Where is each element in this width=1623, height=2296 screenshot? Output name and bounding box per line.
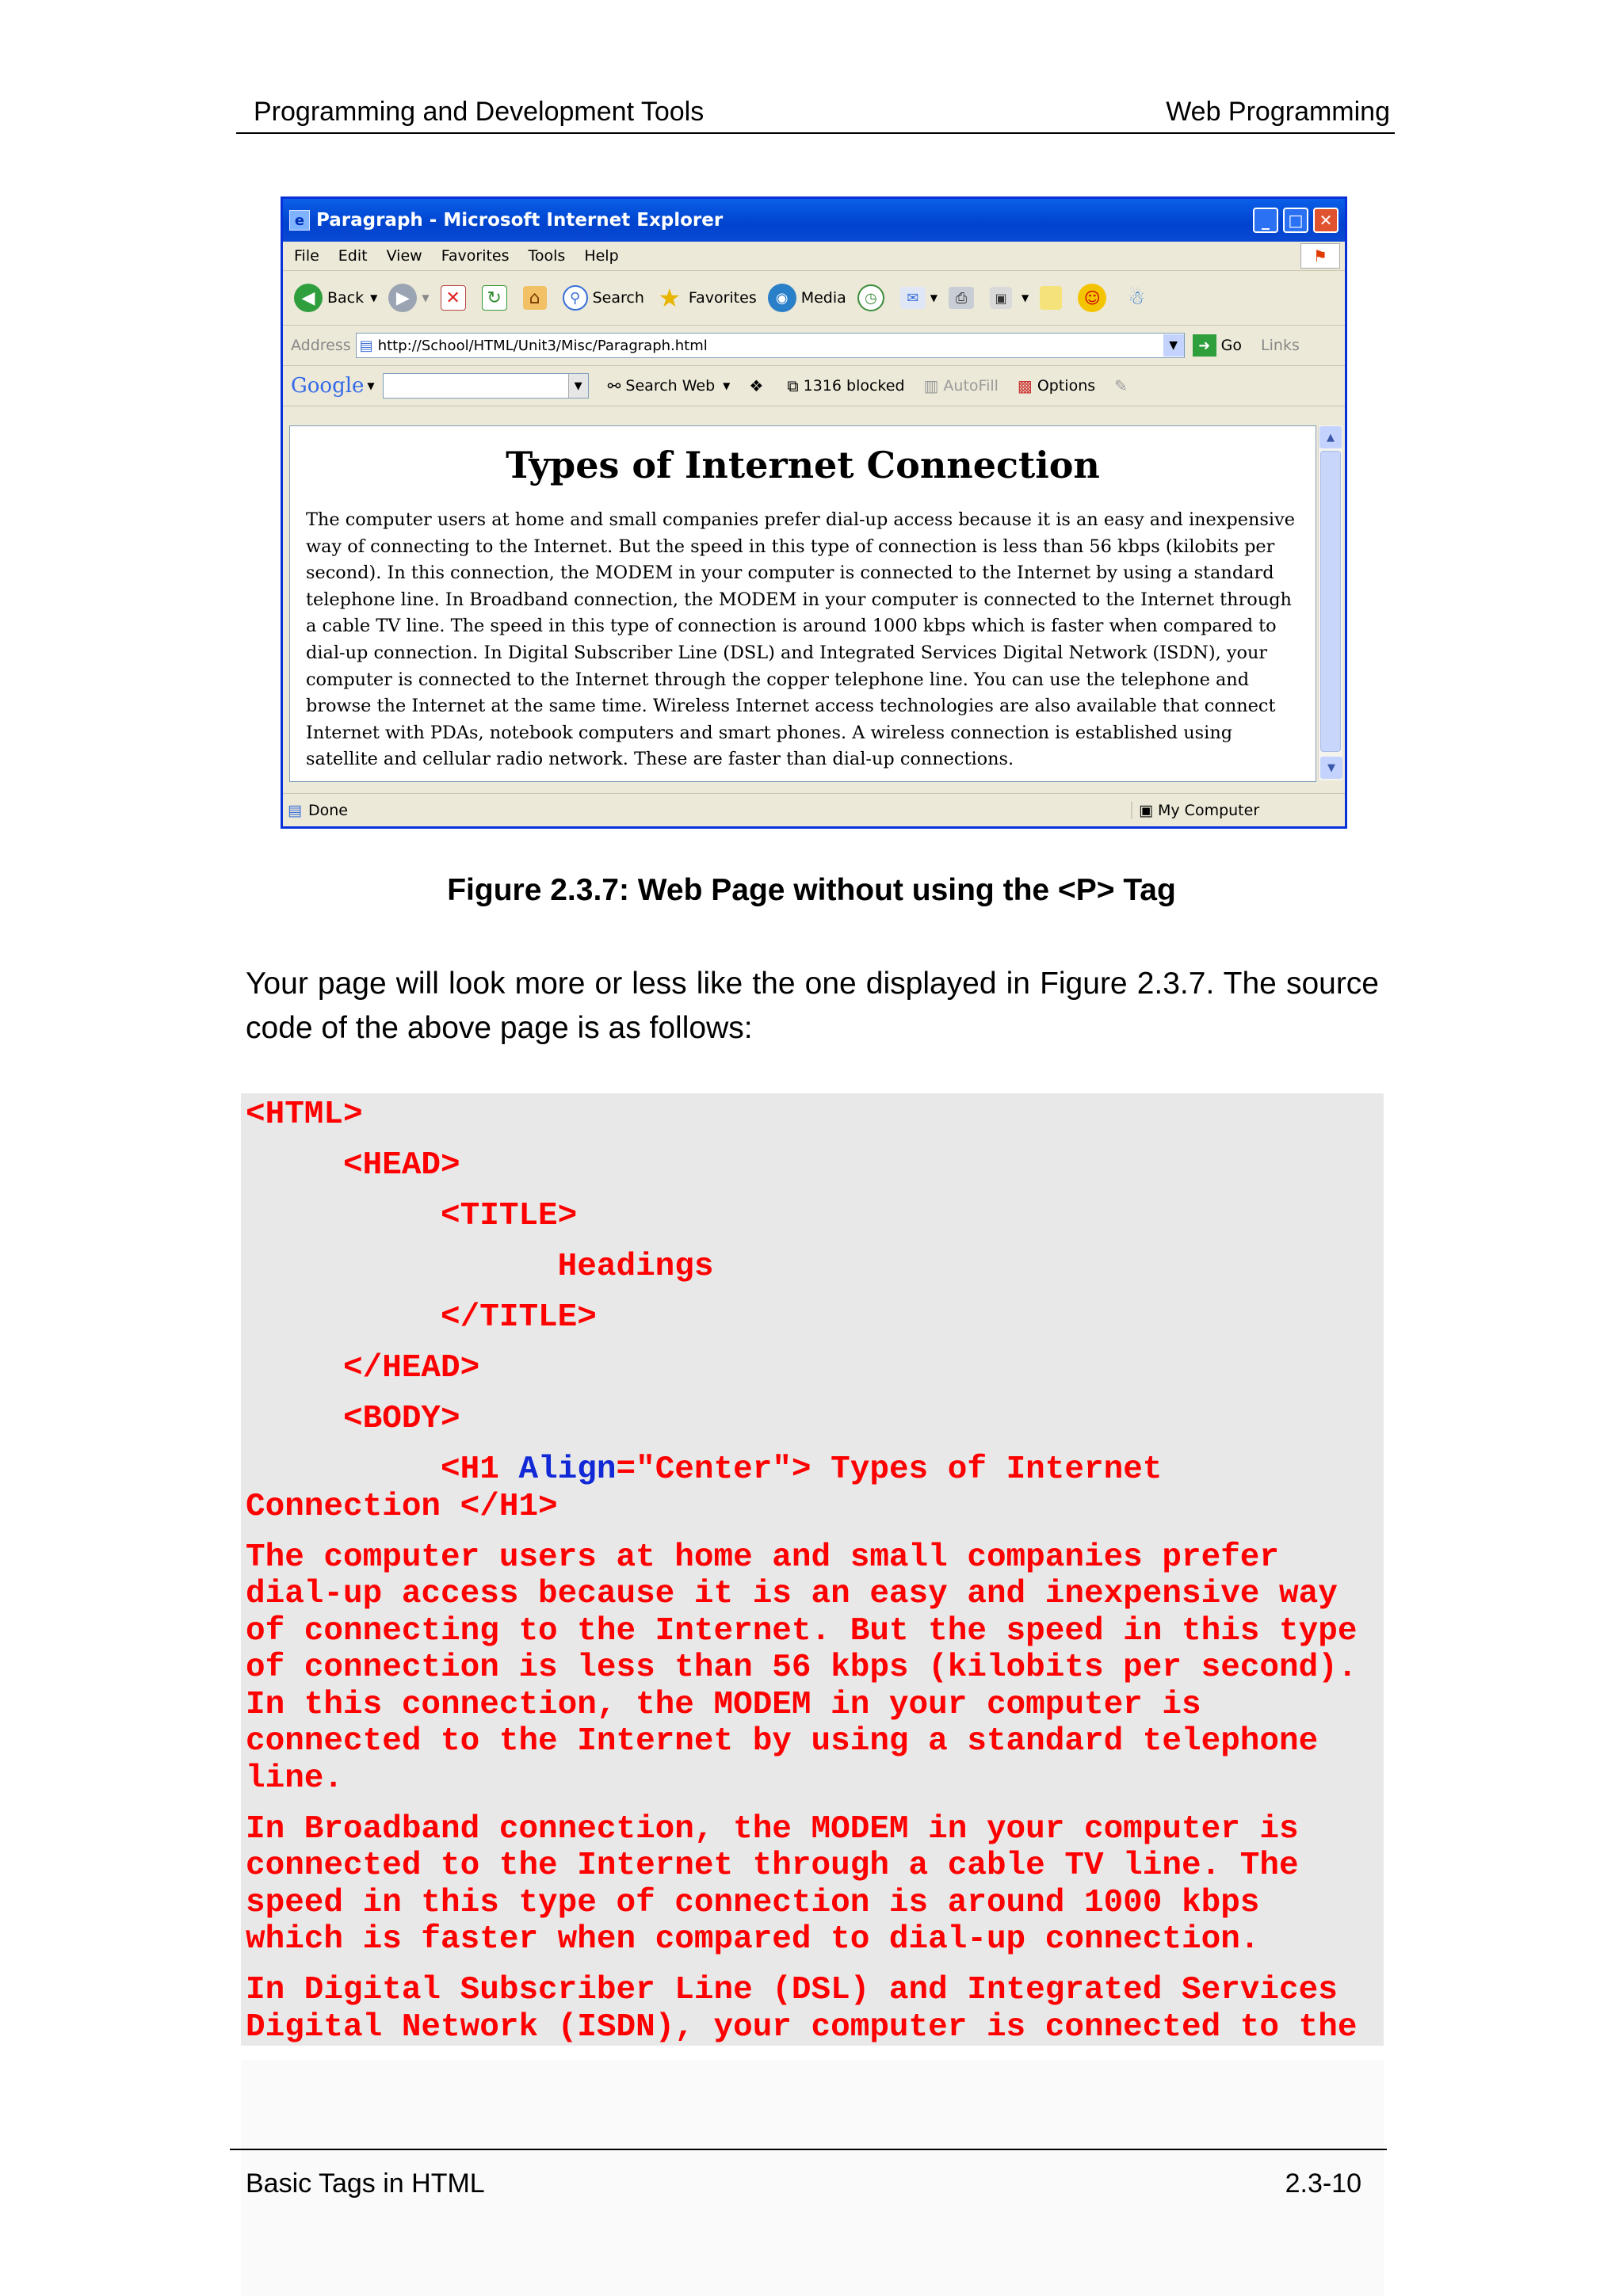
blocked-count: 1316 blocked — [803, 377, 905, 395]
google-toolbar — [283, 366, 1345, 406]
menu-file[interactable]: File — [294, 247, 319, 265]
forward-arrow-icon: ▶ — [388, 284, 417, 312]
footer-rule — [230, 2149, 1387, 2150]
code-line: The computer users at home and small companies prefer — [246, 1539, 1280, 1576]
close-icon[interactable]: ✕ — [1313, 208, 1338, 233]
code-line: </TITLE> — [246, 1299, 597, 1336]
menu-edit[interactable]: Edit — [338, 247, 368, 265]
search-web-dropdown-icon: ▼ — [723, 380, 731, 391]
code-line: <HTML> — [246, 1097, 363, 1133]
popup-blocker-button[interactable] — [787, 376, 904, 395]
code-line: Digital Network (ISDN), your computer is connected to the — [246, 2008, 1358, 2046]
print-icon: ⎙ — [949, 287, 974, 309]
autofill-label: AutoFill — [943, 377, 999, 395]
code-line: </HEAD> — [246, 1350, 480, 1386]
menu-bar — [283, 242, 1345, 271]
done-page-icon: ▤ — [288, 801, 302, 819]
ie-icon: e — [289, 210, 310, 231]
edit-icon: ▣ — [990, 287, 1012, 309]
code-line: connected to the Internet through a cable TV line. The — [246, 1848, 1299, 1884]
mail-button[interactable] — [900, 287, 938, 309]
address-dropdown-icon[interactable]: ▼ — [1163, 334, 1184, 357]
home-icon: ⌂ — [523, 286, 547, 310]
page-number: 2.3-10 — [1285, 2168, 1361, 2199]
links-label[interactable]: Links — [1261, 337, 1300, 354]
go-arrow-icon: ➜ — [1193, 334, 1216, 357]
standard-toolbar — [283, 271, 1345, 326]
window-titlebar — [283, 199, 1345, 242]
source-code-block — [241, 1093, 1384, 2046]
scroll-down-icon[interactable]: ▼ — [1320, 757, 1342, 779]
google-logo[interactable]: Google — [291, 374, 365, 398]
menu-favorites[interactable]: Favorites — [441, 247, 510, 265]
popup-blocker-icon: ⧉ — [787, 376, 799, 395]
google-search-input[interactable] — [383, 373, 589, 399]
history-icon: ◷ — [857, 284, 884, 311]
header-rule — [236, 132, 1395, 134]
pencil-icon: ✎ — [1114, 376, 1128, 395]
google-menu-dropdown-icon[interactable]: ▼ — [367, 380, 375, 391]
options-label: Options — [1037, 377, 1096, 395]
star-icon: ★ — [658, 283, 682, 313]
options-icon: ▩ — [1017, 376, 1033, 395]
address-value: http://School/HTML/Unit3/Misc/Paragraph.html — [377, 337, 708, 354]
refresh-icon: ↻ — [482, 285, 507, 311]
search-web-label: Search Web — [625, 377, 716, 395]
people-icon: ☃ — [1128, 287, 1146, 309]
status-text: Done — [307, 801, 348, 819]
status-bar — [283, 793, 1345, 826]
code-line: of connecting to the Internet. But the speed in this type — [246, 1612, 1358, 1650]
media-label: Media — [800, 289, 846, 307]
running-header-right: Web Programming — [1166, 97, 1390, 127]
back-arrow-icon: ◀ — [294, 284, 323, 312]
discuss-button[interactable] — [1040, 286, 1067, 310]
address-label: Address — [291, 337, 351, 354]
maximize-icon[interactable]: □ — [1283, 208, 1308, 233]
figure-caption: Figure 2.3.7: Web Page without using the <P> Tag — [447, 873, 1176, 907]
messenger-people-button[interactable] — [1122, 284, 1155, 312]
running-header-left: Programming and Development Tools — [254, 97, 705, 127]
computer-icon: ▣ — [1139, 801, 1153, 819]
code-line: connected to the Internet by using a standard telephone — [246, 1723, 1319, 1760]
print-button[interactable] — [949, 287, 979, 309]
code-line: In Broadband connection, the MODEM in your computer is — [246, 1810, 1299, 1848]
zone-label: My Computer — [1158, 801, 1260, 819]
menu-view[interactable]: View — [386, 247, 422, 265]
smiley-icon: ☺ — [1078, 284, 1106, 312]
home-button[interactable] — [523, 286, 552, 310]
forward-button[interactable] — [388, 284, 429, 312]
intro-paragraph: Your page will look more or less like the one displayed in Figure 2.3.7. The source code of the above page is as follows: — [246, 967, 1379, 1045]
favorites-button[interactable] — [655, 284, 757, 312]
browser-window-figure — [281, 196, 1347, 829]
news-button[interactable] — [749, 376, 768, 395]
media-icon: ◉ — [768, 284, 796, 312]
scroll-up-icon[interactable]: ▲ — [1319, 426, 1342, 448]
code-line: In Digital Subscriber Line (DSL) and Integrated Services — [246, 1972, 1338, 2008]
back-label: Back — [327, 289, 365, 307]
code-tag-open: <H1 — [246, 1451, 519, 1488]
binoculars-icon: ⚯ — [607, 376, 621, 395]
stop-icon: ✕ — [441, 285, 466, 311]
highlighter-button[interactable] — [1114, 376, 1132, 395]
autofill-button[interactable] — [924, 376, 999, 395]
code-line: Connection </H1> — [246, 1488, 558, 1525]
mail-icon: ✉ — [900, 287, 926, 309]
windows-logo-icon: ⚑ — [1300, 243, 1340, 269]
page-viewport — [289, 425, 1316, 782]
code-line: speed in this type of connection is around 1000 kbps — [246, 1884, 1260, 1921]
edit-dropdown-icon: ▼ — [1022, 292, 1029, 303]
code-line: In this connection, the MODEM in your computer is — [246, 1686, 1201, 1723]
go-button[interactable] — [1193, 334, 1242, 357]
window-title: Paragraph - Microsoft Internet Explorer — [316, 210, 724, 231]
code-line: of connection is less than 56 kbps (kilobits per second). — [246, 1650, 1358, 1686]
back-dropdown-icon: ▼ — [370, 292, 378, 303]
address-input[interactable] — [356, 333, 1185, 358]
vertical-scrollbar[interactable] — [1318, 425, 1342, 780]
messenger-button[interactable] — [1078, 284, 1111, 312]
media-button[interactable] — [768, 284, 846, 312]
google-search-dropdown-icon[interactable]: ▼ — [568, 374, 588, 398]
running-footer-left: Basic Tags in HTML — [246, 2168, 485, 2199]
options-button[interactable] — [1018, 376, 1095, 395]
code-line: dial-up access because it is an easy and inexpensive way — [246, 1576, 1338, 1612]
code-line: <BODY> — [246, 1401, 460, 1437]
refresh-button[interactable] — [482, 285, 512, 311]
search-icon: ⚲ — [563, 285, 588, 311]
menu-help[interactable]: Help — [584, 247, 619, 265]
search-label: Search — [592, 289, 644, 307]
mail-dropdown-icon: ▼ — [930, 292, 938, 303]
search-web-button[interactable] — [608, 376, 731, 395]
edit-button[interactable] — [990, 287, 1029, 309]
code-line: line. — [246, 1760, 344, 1797]
code-line: <HEAD> — [246, 1147, 460, 1184]
page-icon: ▤ — [359, 337, 373, 354]
code-attribute: Align — [518, 1451, 617, 1488]
news-icon: ❖ — [749, 376, 764, 395]
favorites-label: Favorites — [688, 289, 757, 307]
menu-tools[interactable]: Tools — [528, 247, 566, 265]
code-attribute-value: ="Center"> Types of Internet — [616, 1451, 1163, 1488]
note-icon — [1040, 286, 1062, 310]
code-line: <TITLE> — [246, 1198, 578, 1234]
page-paragraph: The computer users at home and small companies prefer dial-up access because it is an easy and inexpensive way of connecting to the Internet. But the speed in this type of connection is less than 56 kbps (kilobits per second). In this connection, the MODEM in your computer is connected to the Internet by using a standard telephone line. In Broadband connection, the MODEM in your computer is connected to the Internet through a cable TV line. The speed in this type of connection is around 1000 kbps which is faster when compared to dial-up connection. In Digital Subscriber Line (DSL) and Integrated Services Digital Network (ISDN), your computer is connected to the Internet through the copper telephone line. You can use the telephone and browse the Internet at the same time. Wireless Internet access technologies are also available that connect Internet with PDAs, notebook computers and smart phones. A wireless connection is established using satellite and cellular radio network. These are faster than dial-up connections. — [306, 509, 1295, 770]
history-button[interactable] — [857, 284, 889, 311]
autofill-icon: ▥ — [923, 376, 939, 395]
minimize-icon[interactable]: _ — [1253, 208, 1278, 233]
code-line: which is faster when compared to dial-up connection. — [246, 1921, 1260, 1958]
page-heading: Types of Internet Connection — [506, 444, 1100, 486]
address-bar — [283, 326, 1345, 366]
go-label: Go — [1220, 337, 1243, 354]
forward-dropdown-icon: ▼ — [422, 292, 430, 303]
security-zone — [1131, 802, 1345, 819]
code-line: Headings — [246, 1249, 714, 1285]
back-button[interactable] — [294, 284, 377, 312]
stop-button[interactable] — [441, 285, 471, 311]
code-line-h1 — [246, 1451, 1379, 1489]
search-button[interactable] — [563, 285, 644, 311]
scroll-thumb[interactable] — [1320, 451, 1341, 752]
